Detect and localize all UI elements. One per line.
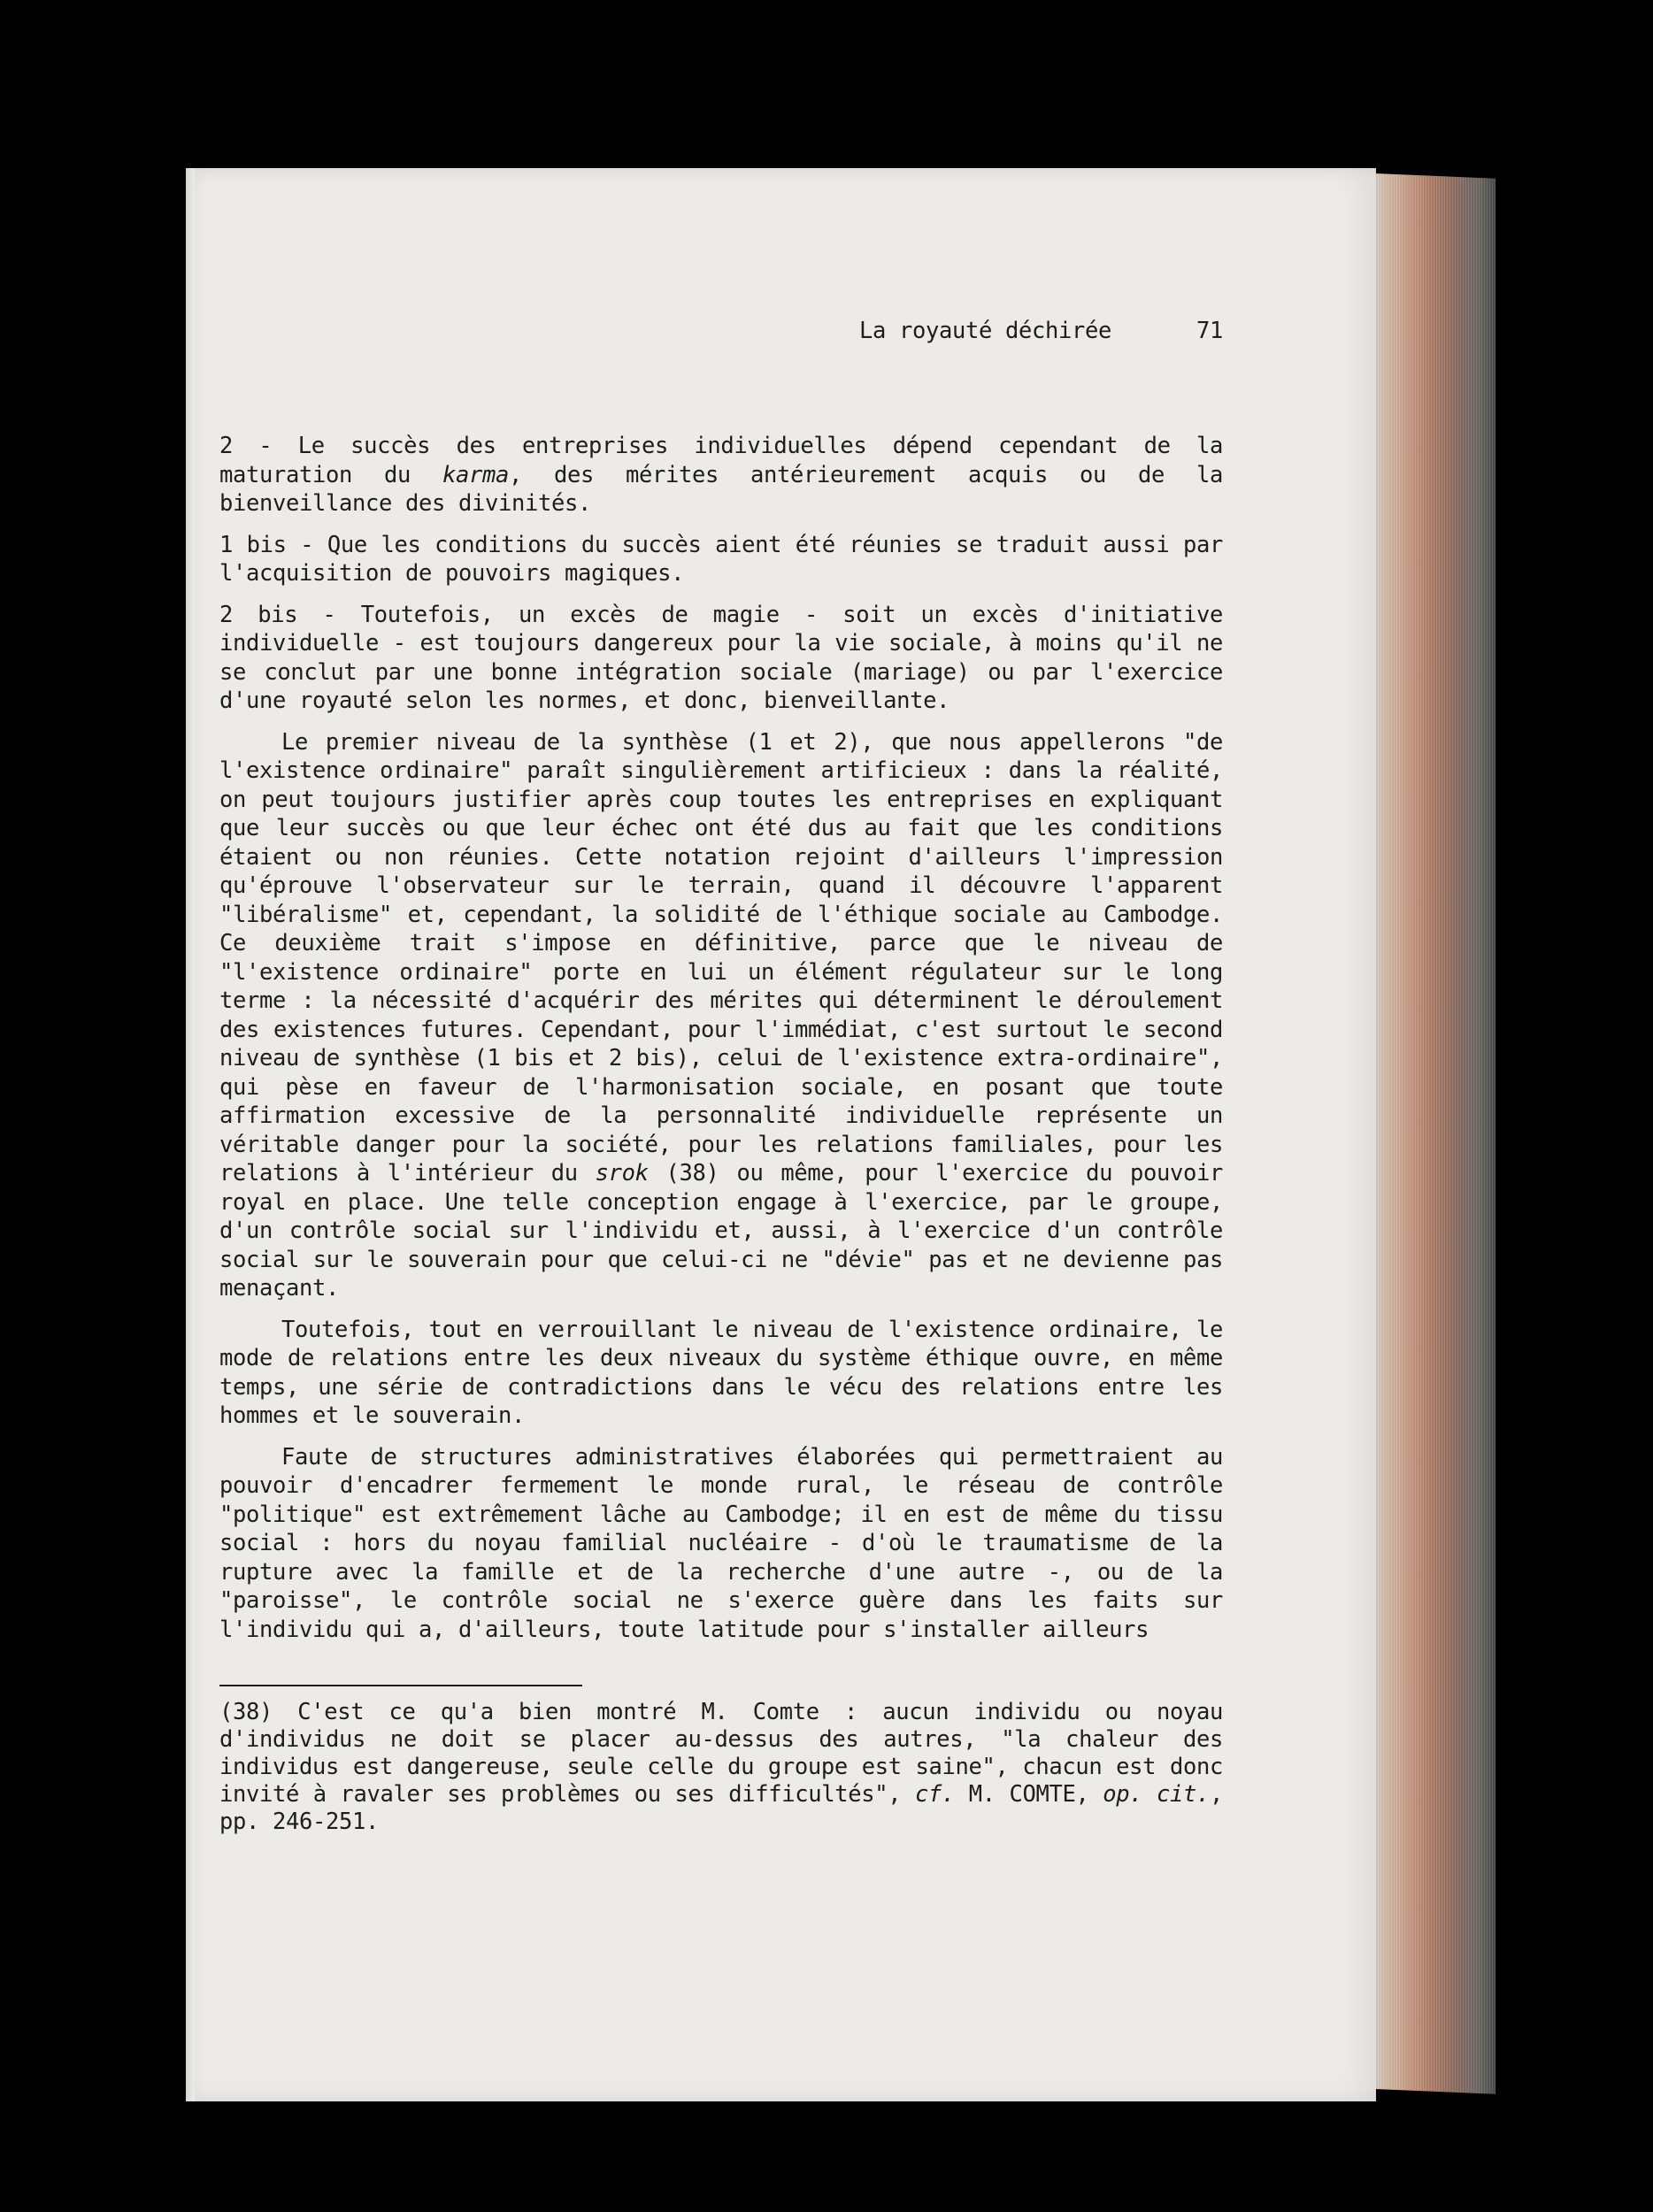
footnote-text-c: , pp. 246-251. [219, 1781, 1224, 1835]
footnote-text-b: M. COMTE, [955, 1781, 1103, 1808]
running-title: La royauté déchirée [858, 318, 1111, 344]
paragraph-5: Toutefois, tout en verrouillant le niveau de l'existence ordinaire, le mode de relations entre les deux niveaux du système éthique ouvre, en même temps, une série de contradictions dans le vécu des relations entre les hommes et le souverain. [219, 1316, 1223, 1429]
karma-term: karma [442, 461, 510, 488]
footnote-text-a: (38) C'est ce qu'a bien montré M. Comte : aucun individu ou noyau d'individus ne doit se placer au-dessus des autres, "la chaleur des individus est dangereuse, seule celle du groupe est saine", chacun est donc invité à ravaler ses problèmes ou ses difficultés", [219, 1699, 1223, 1808]
main-text [219, 432, 1223, 1644]
paragraph-1-text-b: , des mérites antérieurement acquis ou de la bienveillance des divinités. [219, 461, 1223, 517]
gutter-shade [186, 168, 195, 2101]
paragraph-1-text-a: 2 - Le succès des entreprises individuelles dépend cependant de la maturation du [219, 433, 1223, 488]
footnote-rule [219, 1685, 582, 1686]
page-number: 71 [1196, 318, 1223, 344]
page-header [186, 317, 1223, 352]
paragraph-4 [219, 728, 1223, 1303]
paragraph-2: 1 bis - Que les conditions du succès aient été réunies se traduit aussi par l'acquisition de pouvoirs magiques. [219, 531, 1223, 587]
book-page [186, 168, 1376, 2101]
footnote-op-cit: op. cit. [1103, 1781, 1210, 1808]
paragraph-1 [219, 432, 1223, 518]
paragraph-3: 2 bis - Toutefois, un excès de magie - soit un excès d'initiative individuelle - est toujours dangereux pour la vie sociale, à moins qu'il ne se conclut par une bonne intégration sociale (mariage) ou par l'exercice d'une royauté selon les normes, et donc, bienveillante. [219, 601, 1223, 714]
paragraph-6: Faute de structures administratives élaborées qui permettraient au pouvoir d'encadrer fermement le monde rural, le réseau de contrôle "politique" est extrêmement lâche au Cambodge; il en est de même du tissu social : hors du noyau familial nucléaire - d'où le traumatisme de la rupture avec la famille et de la recherche d'une autre -, ou de la "paroisse", le contrôle social ne s'exerce guère dans les faits sur l'individu qui a, d'ailleurs, toute latitude pour s'installer ailleurs [219, 1443, 1223, 1643]
footnote-cf: cf. [914, 1781, 955, 1808]
srok-term: srok [595, 1160, 649, 1187]
paragraph-4-text-a: Le premier niveau de la synthèse (1 et 2), que nous appellerons "de l'existence ordinaire" paraît singulièrement artificieux : dans la réalité, on peut toujours justifier après coup toutes les entreprises en expliquant que leur succès ou que leur échec ont été dus au fait que les conditions étaient ou non réunies. Cette notation rejoint d'ailleurs l'impression qu'éprouve l'observateur sur le terrain, quand il découvre l'apparent "libéralisme" et, cependant, la solidité de l'éthique sociale au Cambodge. Ce deuxième trait s'impose en définitive, parce que le niveau de "l'existence ordinaire" porte en lui un élément régulateur sur le long terme : la nécessité d'acquérir des mérites qui déterminent le déroulement des existences futures. Cependant, pour l'immédiat, c'est surtout le second niveau de synthèse (1 bis et 2 bis), celui de l'existence extra-ordinaire", qui pèse en faveur de l'harmonisation sociale, en posant que toute affirmation excessive de la personnalité individuelle représente un véritable danger pour la société, pour les relations familiales, pour les relations à l'intérieur du [219, 728, 1223, 1187]
paragraph-4-text-b: (38) ou même, pour l'exercice du pouvoir royal en place. Une telle conception engage à l'exercice, par le groupe, d'un contrôle social sur l'individu et, aussi, à l'exercice d'un contrôle social sur le souverain pour que celui-ci ne "dévie" pas et ne devienne pas menaçant. [219, 1160, 1223, 1302]
footnote-38 [219, 1699, 1223, 1836]
